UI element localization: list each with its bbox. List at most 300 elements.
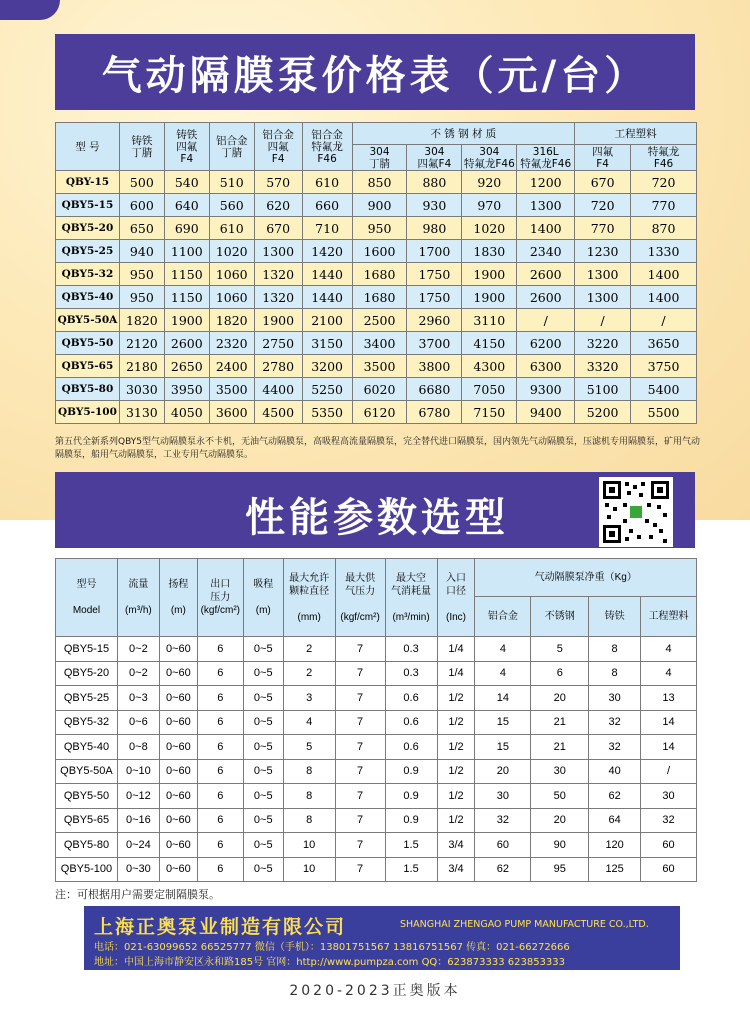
perf-header-head: 扬程 (m) <box>159 559 197 637</box>
value-cell: 32 <box>641 808 697 833</box>
value-cell: 770 <box>575 217 631 240</box>
value-cell: 3650 <box>631 332 697 355</box>
value-cell: 2500 <box>352 309 407 332</box>
value-cell: 4 <box>475 637 531 662</box>
perf-header-air-consumption: 最大空 气消耗量 (m³/min) <box>385 559 437 637</box>
value-cell: 560 <box>209 194 254 217</box>
value-cell: 1/4 <box>437 637 475 662</box>
value-cell: 7 <box>335 784 385 809</box>
value-cell: 510 <box>209 171 254 194</box>
value-cell: 0~5 <box>243 833 283 858</box>
value-cell: 0~5 <box>243 637 283 662</box>
perf-row <box>56 661 697 686</box>
value-cell: 6 <box>197 759 243 784</box>
value-cell: 2780 <box>254 355 302 378</box>
value-cell: 1/2 <box>437 735 475 760</box>
value-cell: 0.6 <box>385 735 437 760</box>
value-cell: 10 <box>283 857 335 882</box>
value-cell: 7 <box>335 833 385 858</box>
value-cell: 4050 <box>164 401 209 424</box>
value-cell: 90 <box>531 833 589 858</box>
value-cell: 95 <box>531 857 589 882</box>
value-cell: 5100 <box>575 378 631 401</box>
perf-header-inlet: 入口 口径 (Inc) <box>437 559 475 637</box>
value-cell: 5250 <box>302 378 352 401</box>
value-cell: 4 <box>475 661 531 686</box>
perf-row <box>56 710 697 735</box>
value-cell: 0.9 <box>385 759 437 784</box>
value-cell: 7 <box>335 808 385 833</box>
value-cell: 2400 <box>209 355 254 378</box>
perf-row <box>56 759 697 784</box>
value-cell: 0~60 <box>159 759 197 784</box>
value-cell: 950 <box>119 263 164 286</box>
model-cell: QBY5-32 <box>56 710 118 735</box>
value-cell: 1750 <box>407 286 462 309</box>
model-cell: QBY5-65 <box>56 355 120 378</box>
value-cell: 0~8 <box>117 735 159 760</box>
value-cell: 3130 <box>119 401 164 424</box>
model-cell: QBY5-25 <box>56 240 120 263</box>
company-info-box <box>84 906 680 970</box>
value-cell: 0.9 <box>385 808 437 833</box>
value-cell: 720 <box>575 194 631 217</box>
sub-header-304-dj: 304 丁腈 <box>352 145 407 171</box>
price-row <box>56 286 697 309</box>
value-cell: 970 <box>462 194 517 217</box>
value-cell: / <box>575 309 631 332</box>
value-cell: 1400 <box>631 263 697 286</box>
value-cell: 2340 <box>517 240 575 263</box>
perf-row <box>56 637 697 662</box>
value-cell: 0~60 <box>159 637 197 662</box>
col-header-lv: 铝合金 丁腈 <box>209 123 254 171</box>
model-cell: QBY5-15 <box>56 194 120 217</box>
value-cell: 4150 <box>462 332 517 355</box>
perf-row <box>56 735 697 760</box>
value-cell: 40 <box>589 759 641 784</box>
value-cell: 7 <box>335 759 385 784</box>
value-cell: 1900 <box>462 263 517 286</box>
value-cell: 20 <box>531 686 589 711</box>
price-row <box>56 194 697 217</box>
value-cell: 0~5 <box>243 808 283 833</box>
value-cell: 60 <box>475 833 531 858</box>
model-cell: QBY5-80 <box>56 833 118 858</box>
value-cell: 3030 <box>119 378 164 401</box>
value-cell: 6 <box>197 735 243 760</box>
value-cell: 7050 <box>462 378 517 401</box>
value-cell: 0~5 <box>243 686 283 711</box>
value-cell: 64 <box>589 808 641 833</box>
col-header-lv-f46: 铝合金 特氟龙 F46 <box>302 123 352 171</box>
value-cell: 30 <box>589 686 641 711</box>
value-cell: 1/4 <box>437 661 475 686</box>
model-cell: QBY5-100 <box>56 401 120 424</box>
value-cell: 720 <box>631 171 697 194</box>
value-cell: 3/4 <box>437 833 475 858</box>
company-name-en: SHANGHAI ZHENGAO PUMP MANUFACTURE CO.,LTD. <box>400 919 649 930</box>
model-cell: QBY5-50A <box>56 759 118 784</box>
value-cell: 6 <box>197 784 243 809</box>
value-cell: 6 <box>197 808 243 833</box>
model-cell: QBY5-50A <box>56 309 120 332</box>
value-cell: 6 <box>197 833 243 858</box>
value-cell: 3/4 <box>437 857 475 882</box>
value-cell: 0~5 <box>243 710 283 735</box>
value-cell: 0~60 <box>159 710 197 735</box>
model-cell: QBY-15 <box>56 171 120 194</box>
value-cell: 1400 <box>517 217 575 240</box>
value-cell: 2120 <box>119 332 164 355</box>
value-cell: 3950 <box>164 378 209 401</box>
value-cell: 4 <box>641 661 697 686</box>
value-cell: 1100 <box>164 240 209 263</box>
value-cell: 62 <box>589 784 641 809</box>
value-cell: 1300 <box>254 240 302 263</box>
value-cell: 0~60 <box>159 784 197 809</box>
value-cell: 3500 <box>352 355 407 378</box>
value-cell: 6300 <box>517 355 575 378</box>
value-cell: 900 <box>352 194 407 217</box>
price-row <box>56 401 697 424</box>
value-cell: 1150 <box>164 286 209 309</box>
price-row <box>56 332 697 355</box>
sub-header-plastic-f46: 特氟龙 F46 <box>631 145 697 171</box>
value-cell: 0~60 <box>159 857 197 882</box>
value-cell: 1230 <box>575 240 631 263</box>
value-cell: 870 <box>631 217 697 240</box>
page-title: 气动隔膜泵价格表（元/台） <box>101 52 649 99</box>
value-cell: 2600 <box>517 286 575 309</box>
value-cell: / <box>517 309 575 332</box>
value-cell: 1900 <box>164 309 209 332</box>
value-cell: 8 <box>283 759 335 784</box>
value-cell: 7 <box>335 710 385 735</box>
value-cell: 1320 <box>254 263 302 286</box>
value-cell: 5200 <box>575 401 631 424</box>
value-cell: 5350 <box>302 401 352 424</box>
value-cell: 0.3 <box>385 637 437 662</box>
value-cell: 4300 <box>462 355 517 378</box>
value-cell: 0~5 <box>243 735 283 760</box>
value-cell: 0.9 <box>385 784 437 809</box>
value-cell: 1440 <box>302 263 352 286</box>
value-cell: 6120 <box>352 401 407 424</box>
value-cell: 1900 <box>254 309 302 332</box>
perf-row <box>56 857 697 882</box>
value-cell: 920 <box>462 171 517 194</box>
model-cell: QBY5-50 <box>56 784 118 809</box>
sub-header-316-f46: 316L 特氟龙F46 <box>517 145 575 171</box>
value-cell: 125 <box>589 857 641 882</box>
value-cell: 32 <box>589 710 641 735</box>
value-cell: 21 <box>531 710 589 735</box>
value-cell: 6 <box>531 661 589 686</box>
value-cell: 1/2 <box>437 784 475 809</box>
perf-header-weight-al: 铝合金 <box>475 597 531 637</box>
model-cell: QBY5-65 <box>56 808 118 833</box>
value-cell: 0~10 <box>117 759 159 784</box>
value-cell: 1/2 <box>437 710 475 735</box>
value-cell: 2100 <box>302 309 352 332</box>
value-cell: 3200 <box>302 355 352 378</box>
value-cell: 60 <box>641 833 697 858</box>
value-cell: 32 <box>589 735 641 760</box>
value-cell: 6 <box>197 710 243 735</box>
price-row <box>56 217 697 240</box>
value-cell: 610 <box>302 171 352 194</box>
value-cell: 1440 <box>302 286 352 309</box>
value-cell: 0~60 <box>159 808 197 833</box>
value-cell: 1.5 <box>385 857 437 882</box>
value-cell: 21 <box>531 735 589 760</box>
value-cell: 0.6 <box>385 710 437 735</box>
value-cell: 8 <box>589 661 641 686</box>
value-cell: 6 <box>197 686 243 711</box>
value-cell: 2 <box>283 661 335 686</box>
value-cell: 0.6 <box>385 686 437 711</box>
value-cell: 20 <box>475 759 531 784</box>
value-cell: 650 <box>119 217 164 240</box>
company-contact: 电话：021-63099652 66525777 微信（手机）：13801751567 13816751567 传真：021-66272666 <box>94 942 570 953</box>
value-cell: 3600 <box>209 401 254 424</box>
perf-header-air-pressure: 最大供 气压力 (kgf/cm²) <box>335 559 385 637</box>
value-cell: 880 <box>407 171 462 194</box>
value-cell: 1320 <box>254 286 302 309</box>
perf-row <box>56 784 697 809</box>
value-cell: 1750 <box>407 263 462 286</box>
value-cell: 0~5 <box>243 661 283 686</box>
value-cell: 540 <box>164 171 209 194</box>
group-header-stainless: 不 锈 钢 材 质 <box>352 123 575 145</box>
value-cell: 0~6 <box>117 710 159 735</box>
value-cell: 2180 <box>119 355 164 378</box>
value-cell: 950 <box>119 286 164 309</box>
value-cell: 620 <box>254 194 302 217</box>
value-cell: 7 <box>335 857 385 882</box>
value-cell: 1680 <box>352 286 407 309</box>
qr-code <box>599 477 673 547</box>
value-cell: 940 <box>119 240 164 263</box>
value-cell: 1060 <box>209 263 254 286</box>
value-cell: 660 <box>302 194 352 217</box>
value-cell: 20 <box>531 808 589 833</box>
value-cell: / <box>641 759 697 784</box>
model-cell: QBY5-25 <box>56 686 118 711</box>
value-cell: 600 <box>119 194 164 217</box>
value-cell: 1020 <box>462 217 517 240</box>
value-cell: 1820 <box>119 309 164 332</box>
value-cell: 1/2 <box>437 808 475 833</box>
value-cell: 3220 <box>575 332 631 355</box>
value-cell: 6 <box>197 857 243 882</box>
model-cell: QBY5-32 <box>56 263 120 286</box>
value-cell: 980 <box>407 217 462 240</box>
value-cell: 3320 <box>575 355 631 378</box>
value-cell: 1420 <box>302 240 352 263</box>
value-cell: 2 <box>283 637 335 662</box>
value-cell: 8 <box>283 808 335 833</box>
model-cell: QBY5-100 <box>56 857 118 882</box>
value-cell: 7150 <box>462 401 517 424</box>
value-cell: 3700 <box>407 332 462 355</box>
price-row <box>56 309 697 332</box>
value-cell: 3750 <box>631 355 697 378</box>
value-cell: 0~2 <box>117 637 159 662</box>
perf-row <box>56 808 697 833</box>
value-cell: 62 <box>475 857 531 882</box>
value-cell: 6020 <box>352 378 407 401</box>
value-cell: 0~60 <box>159 735 197 760</box>
model-cell: QBY5-80 <box>56 378 120 401</box>
value-cell: 0~5 <box>243 784 283 809</box>
value-cell: 5 <box>283 735 335 760</box>
value-cell: 6200 <box>517 332 575 355</box>
value-cell: 14 <box>475 686 531 711</box>
col-header-lv-f4: 铝合金 四氟 F4 <box>254 123 302 171</box>
performance-table <box>55 558 697 882</box>
value-cell: 9300 <box>517 378 575 401</box>
perf-header-weight-group: 气动隔膜泵净重（Kg） <box>475 559 697 597</box>
value-cell: 4 <box>641 637 697 662</box>
value-cell: 32 <box>475 808 531 833</box>
value-cell: 10 <box>283 833 335 858</box>
perf-header-outlet-pressure: 出口 压力 (kgf/cm²) <box>197 559 243 637</box>
value-cell: 770 <box>631 194 697 217</box>
value-cell: 3500 <box>209 378 254 401</box>
custom-note: 注：可根据用户需要定制隔膜泵。 <box>55 888 220 901</box>
value-cell: 1300 <box>575 286 631 309</box>
price-row <box>56 378 697 401</box>
value-cell: 3 <box>283 686 335 711</box>
perf-row <box>56 833 697 858</box>
value-cell: 14 <box>641 710 697 735</box>
sub-header-304-f46: 304 特氟龙F46 <box>463 145 515 170</box>
value-cell: 1700 <box>407 240 462 263</box>
sub-header-plastic-f4: 四氟 F4 <box>575 145 631 171</box>
value-cell: 6780 <box>407 401 462 424</box>
value-cell: 5500 <box>631 401 697 424</box>
value-cell: 0~16 <box>117 808 159 833</box>
model-cell: QBY5-20 <box>56 217 120 240</box>
value-cell: 0~5 <box>243 759 283 784</box>
value-cell: 1/2 <box>437 686 475 711</box>
value-cell: 7 <box>335 735 385 760</box>
value-cell: 8 <box>589 637 641 662</box>
col-header-model: 型 号 <box>56 123 120 171</box>
value-cell: 6 <box>197 661 243 686</box>
value-cell: 7 <box>335 686 385 711</box>
value-cell: 9400 <box>517 401 575 424</box>
value-cell: 0~30 <box>117 857 159 882</box>
price-table <box>55 122 697 424</box>
product-description-note: 第五代全新系列QBY5型气动隔膜泵永不卡机，无油气动隔膜泵，高吸程高流量隔膜泵，完全替代进口隔膜泵，国内领先气动隔膜泵，压滤机专用隔膜泵，矿用气动隔膜泵，船用气动隔膜泵，工业专用气动隔膜泵。 <box>55 437 700 460</box>
perf-header-suction: 吸程 (m) <box>243 559 283 637</box>
value-cell: 1300 <box>517 194 575 217</box>
value-cell: 1200 <box>517 171 575 194</box>
price-row <box>56 171 697 194</box>
company-address: 地址：中国上海市静安区永和路185号 官网：http://www.pumpza.com QQ：623873333 623853333 <box>94 957 566 968</box>
value-cell: 1330 <box>631 240 697 263</box>
perf-header-weight-ss: 不锈钢 <box>531 597 589 637</box>
value-cell: 2750 <box>254 332 302 355</box>
value-cell: 14 <box>641 735 697 760</box>
value-cell: 570 <box>254 171 302 194</box>
value-cell: 1680 <box>352 263 407 286</box>
value-cell: 0~2 <box>117 661 159 686</box>
value-cell: 0~60 <box>159 661 197 686</box>
value-cell: 500 <box>119 171 164 194</box>
value-cell: 2960 <box>407 309 462 332</box>
value-cell: 0~12 <box>117 784 159 809</box>
value-cell: 670 <box>575 171 631 194</box>
value-cell: 2600 <box>517 263 575 286</box>
value-cell: 1/2 <box>437 759 475 784</box>
value-cell: 0~60 <box>159 833 197 858</box>
value-cell: 710 <box>302 217 352 240</box>
value-cell: 1060 <box>209 286 254 309</box>
price-row <box>56 240 697 263</box>
value-cell: 0~60 <box>159 686 197 711</box>
value-cell: 0.3 <box>385 661 437 686</box>
value-cell: 8 <box>283 784 335 809</box>
perf-row <box>56 686 697 711</box>
value-cell: 30 <box>531 759 589 784</box>
model-cell: QBY5-20 <box>56 661 118 686</box>
value-cell: 15 <box>475 735 531 760</box>
value-cell: / <box>631 309 697 332</box>
value-cell: 13 <box>641 686 697 711</box>
perf-header-model: 型号 Model <box>56 559 118 637</box>
value-cell: 4 <box>283 710 335 735</box>
value-cell: 6 <box>197 637 243 662</box>
perf-header-weight-fe: 铸铁 <box>589 597 641 637</box>
value-cell: 6680 <box>407 378 462 401</box>
value-cell: 640 <box>164 194 209 217</box>
col-header-tiegang-f4: 铸铁 四氟 F4 <box>164 123 209 171</box>
value-cell: 120 <box>589 833 641 858</box>
value-cell: 3110 <box>462 309 517 332</box>
value-cell: 0~3 <box>117 686 159 711</box>
value-cell: 690 <box>164 217 209 240</box>
value-cell: 950 <box>352 217 407 240</box>
value-cell: 1400 <box>631 286 697 309</box>
perf-header-weight-plastic: 工程塑料 <box>641 597 697 637</box>
value-cell: 50 <box>531 784 589 809</box>
value-cell: 2320 <box>209 332 254 355</box>
value-cell: 2650 <box>164 355 209 378</box>
value-cell: 1020 <box>209 240 254 263</box>
value-cell: 0~24 <box>117 833 159 858</box>
value-cell: 0~5 <box>243 857 283 882</box>
perf-header-flow: 流量 (m³/h) <box>117 559 159 637</box>
value-cell: 1830 <box>462 240 517 263</box>
value-cell: 3400 <box>352 332 407 355</box>
value-cell: 930 <box>407 194 462 217</box>
value-cell: 670 <box>254 217 302 240</box>
company-name-cn: 上海正奥泵业制造有限公司 <box>94 916 347 938</box>
group-header-plastic: 工程塑料 <box>575 123 697 145</box>
value-cell: 30 <box>641 784 697 809</box>
price-row <box>56 355 697 378</box>
value-cell: 2600 <box>164 332 209 355</box>
edition-footer: 2020-2023正奥版本 <box>289 983 461 999</box>
col-header-tiegang: 铸铁 丁腈 <box>119 123 164 171</box>
value-cell: 5 <box>531 637 589 662</box>
value-cell: 7 <box>335 637 385 662</box>
model-cell: QBY5-50 <box>56 332 120 355</box>
